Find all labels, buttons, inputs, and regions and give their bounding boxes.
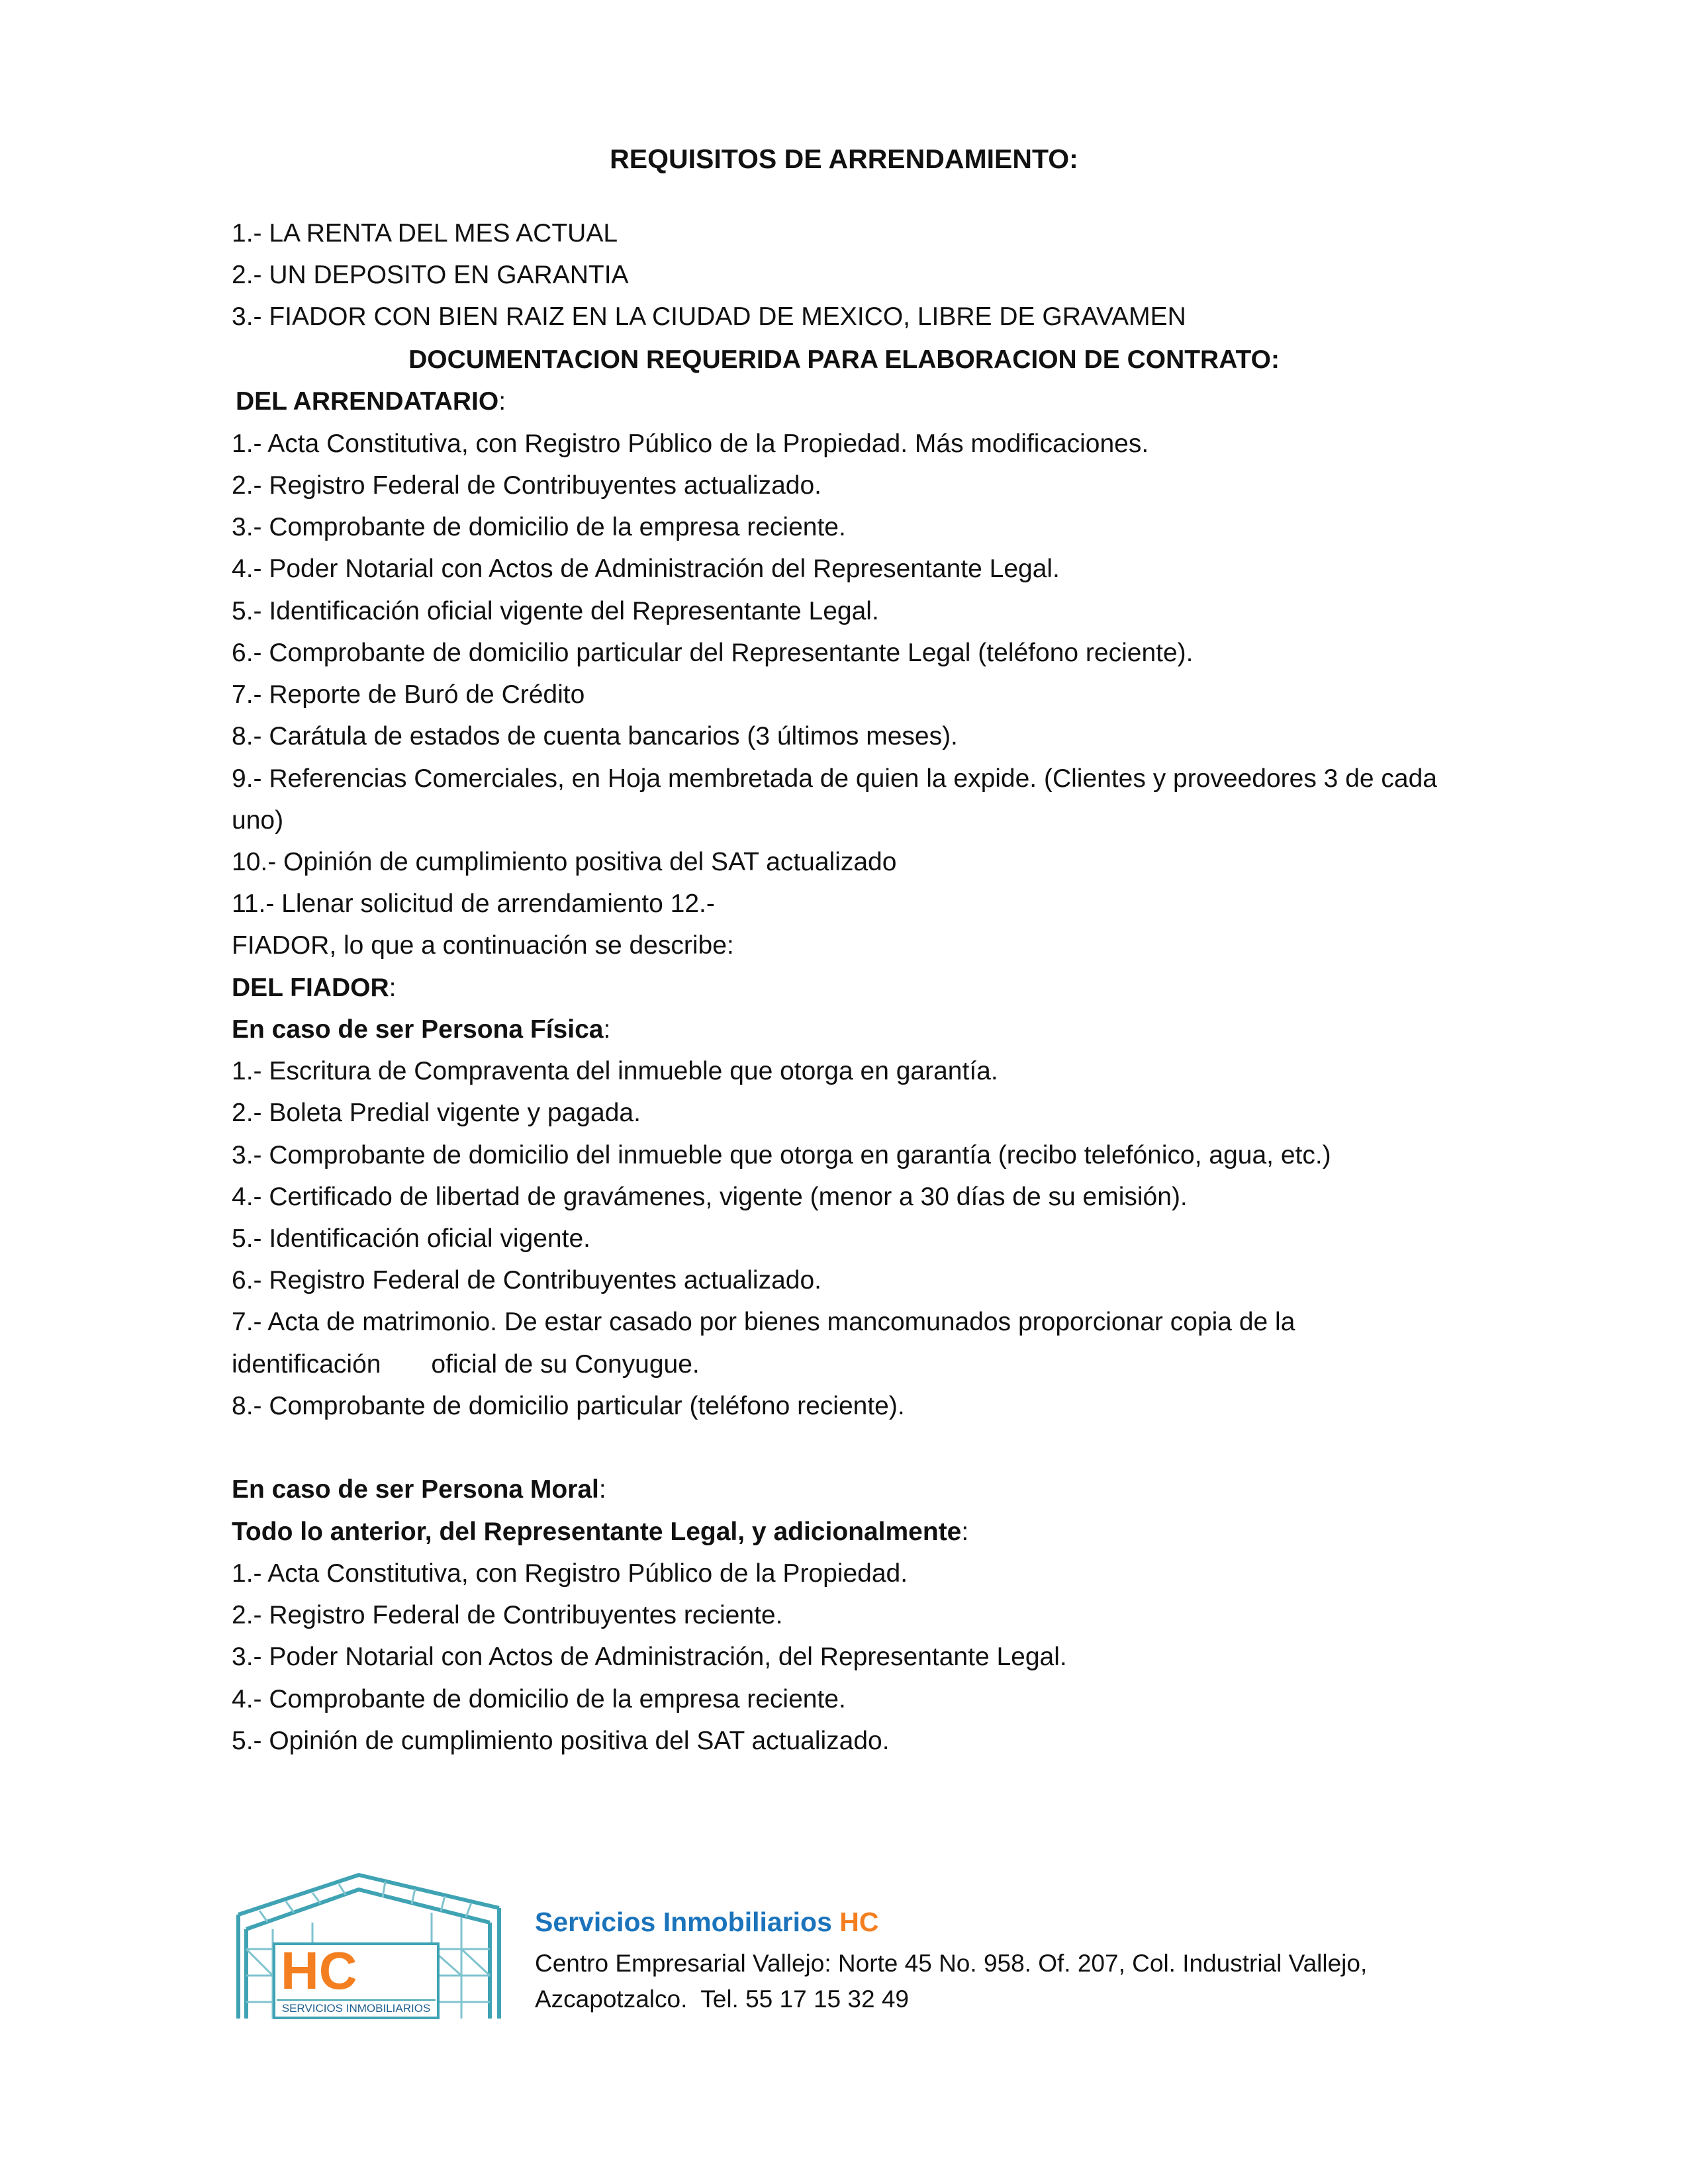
requirement-3: 3.- FIADOR CON BIEN RAIZ EN LA CIUDAD DE MEXICO, LIBRE DE GRAVAMEN <box>232 302 1186 331</box>
arrendatario-item-1: 1.- Acta Constitutiva, con Registro Público de la Propiedad. Más modificaciones. <box>232 430 1149 458</box>
arrendatario-heading-line <box>236 383 1507 420</box>
moral-heading: En caso de ser Persona Moral <box>232 1475 599 1504</box>
arrendatario-item-3: 3.- Comprobante de domicilio de la empresa reciente. <box>232 513 846 541</box>
fiador-heading-line <box>232 970 1503 1007</box>
moral-item-4: 4.- Comprobante de domicilio de la empresa reciente. <box>232 1685 846 1713</box>
arrendatario-item-9-cont: uno) <box>232 806 284 835</box>
moral-sub-colon: : <box>961 1518 969 1546</box>
fisica-item-7-cont: identificación oficial de su Conyugue. <box>232 1350 700 1379</box>
requirement-1: 1.- LA RENTA DEL MES ACTUAL <box>232 219 618 248</box>
fiador-heading: DEL FIADOR <box>232 974 389 1002</box>
arrendatario-item-11: 11.- Llenar solicitud de arrendamiento 12.- <box>232 889 715 918</box>
document-title: REQUISITOS DE ARRENDAMIENTO: <box>610 144 1078 174</box>
moral-item-3: 3.- Poder Notarial con Actos de Administración, del Representante Legal. <box>232 1643 1067 1671</box>
company-logo <box>233 1870 504 2022</box>
logo-mark: HC <box>281 1941 357 2000</box>
arrendatario-item-5: 5.- Identificación oficial vigente del Representante Legal. <box>232 597 879 625</box>
moral-heading-line <box>232 1471 1503 1508</box>
fisica-heading: En caso de ser Persona Física <box>232 1015 604 1044</box>
company-address: Centro Empresarial Vallejo: Norte 45 No. 958. Of. 207, Col. Industrial Vallejo, <box>535 1950 1368 1977</box>
moral-subheading-line <box>232 1514 1503 1551</box>
moral-colon: : <box>598 1475 606 1504</box>
moral-item-2: 2.- Registro Federal de Contribuyentes reciente. <box>232 1601 783 1629</box>
fisica-heading-line <box>232 1011 1503 1048</box>
fiador-colon: : <box>389 974 397 1002</box>
arrendatario-item-8: 8.- Carátula de estados de cuenta bancarios (3 últimos meses). <box>232 722 958 751</box>
company-phone: Azcapotzalco. Tel. 55 17 15 32 49 <box>535 1985 909 2013</box>
arrendatario-item-6: 6.- Comprobante de domicilio particular del Representante Legal (teléfono reciente). <box>232 639 1194 667</box>
fisica-item-1: 1.- Escritura de Compraventa del inmueble que otorga en garantía. <box>232 1057 998 1085</box>
logo-caption: SERVICIOS INMOBILIARIOS <box>277 1999 436 2017</box>
moral-item-1: 1.- Acta Constitutiva, con Registro Público de la Propiedad. <box>232 1559 908 1588</box>
arrendatario-item-12: FIADOR, lo que a continuación se describe: <box>232 931 734 960</box>
company-name <box>535 1903 1528 1940</box>
moral-subheading: Todo lo anterior, del Representante Legal, y adicionalmente <box>232 1518 962 1546</box>
fisica-item-3: 3.- Comprobante de domicilio del inmueble que otorga en garantía (recibo telefónico, agua, etc.) <box>232 1141 1331 1169</box>
fisica-item-7: 7.- Acta de matrimonio. De estar casado por bienes mancomunados proporcionar copia de la <box>232 1308 1295 1336</box>
fisica-item-5: 5.- Identificación oficial vigente. <box>232 1224 590 1253</box>
footer-contact <box>535 1903 1528 2017</box>
arrendatario-item-10: 10.- Opinión de cumplimiento positiva del SAT actualizado <box>232 848 897 876</box>
moral-item-5: 5.- Opinión de cumplimiento positiva del SAT actualizado. <box>232 1727 890 1755</box>
fisica-item-4: 4.- Certificado de libertad de gravámenes, vigente (menor a 30 días de su emisión). <box>232 1183 1188 1211</box>
company-name-text: Servicios Inmobiliarios <box>535 1907 832 1937</box>
requirement-2: 2.- UN DEPOSITO EN GARANTIA <box>232 261 629 289</box>
arrendatario-heading: DEL ARRENDATARIO <box>236 387 499 416</box>
arrendatario-item-9: 9.- Referencias Comerciales, en Hoja membretada de quien la expide. (Clientes y proveedores 3 de cada <box>232 764 1437 793</box>
documentation-heading: DOCUMENTACION REQUERIDA PARA ELABORACION DE CONTRATO: <box>408 345 1280 374</box>
company-mark: HC <box>839 1907 879 1937</box>
fisica-item-6: 6.- Registro Federal de Contribuyentes actualizado. <box>232 1266 821 1295</box>
arrendatario-item-7: 7.- Reporte de Buró de Crédito <box>232 680 585 709</box>
fisica-item-2: 2.- Boleta Predial vigente y pagada. <box>232 1099 641 1127</box>
fisica-colon: : <box>603 1015 611 1044</box>
fisica-item-8: 8.- Comprobante de domicilio particular (teléfono reciente). <box>232 1392 905 1420</box>
arrendatario-item-2: 2.- Registro Federal de Contribuyentes actualizado. <box>232 471 821 500</box>
arrendatario-item-4: 4.- Poder Notarial con Actos de Administración del Representante Legal. <box>232 555 1060 583</box>
arrendatario-colon: : <box>498 387 506 416</box>
